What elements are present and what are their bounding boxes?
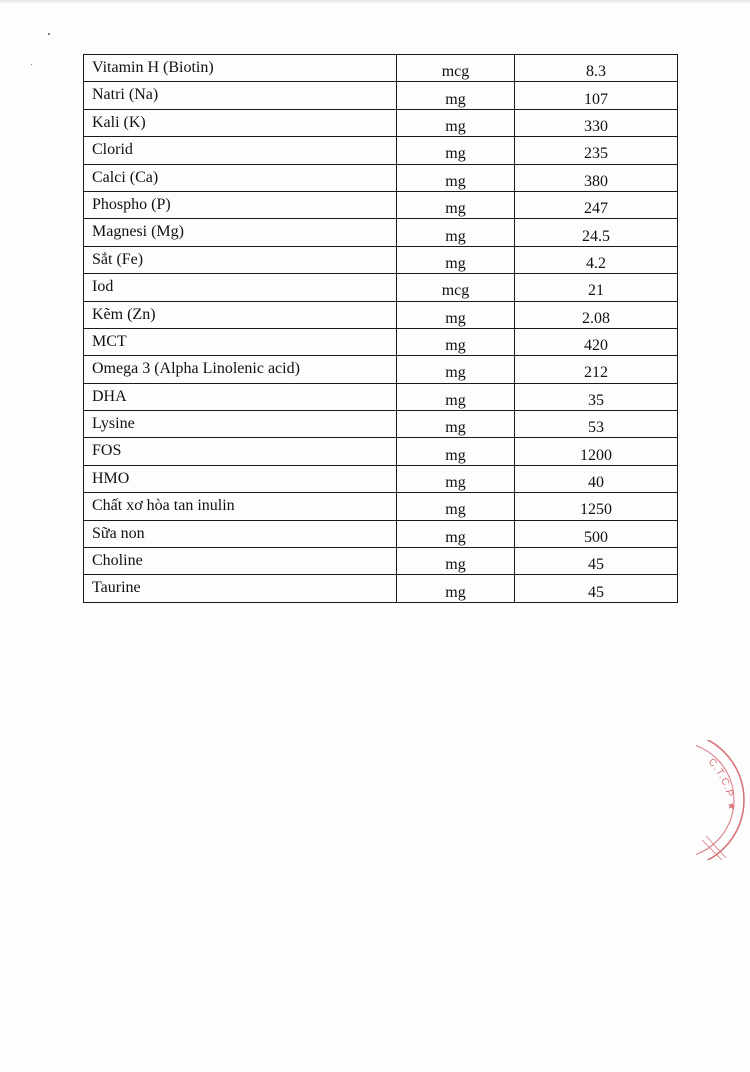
nutrient-name: Iod <box>84 274 397 301</box>
nutrient-name: Sữa non <box>84 520 397 547</box>
nutrient-unit: mg <box>397 465 515 492</box>
table-row <box>84 191 678 218</box>
table-row <box>84 82 678 109</box>
nutrient-unit: mcg <box>397 55 515 82</box>
table-row <box>84 55 678 82</box>
nutrient-name: Lysine <box>84 411 397 438</box>
nutrient-name: Phospho (P) <box>84 191 397 218</box>
scan-speck <box>48 33 50 35</box>
nutrient-value: 45 <box>515 575 678 602</box>
nutrient-unit: mg <box>397 356 515 383</box>
table-row <box>84 328 678 355</box>
nutrient-unit: mg <box>397 82 515 109</box>
table-row <box>84 575 678 602</box>
table-row <box>84 274 678 301</box>
nutrient-unit: mg <box>397 219 515 246</box>
nutrient-value: 40 <box>515 465 678 492</box>
table-row <box>84 356 678 383</box>
nutrient-name: Clorid <box>84 137 397 164</box>
nutrient-value: 21 <box>515 274 678 301</box>
nutrient-value: 247 <box>515 191 678 218</box>
table-row <box>84 109 678 136</box>
nutrient-name: Omega 3 (Alpha Linolenic acid) <box>84 356 397 383</box>
nutrient-name: Vitamin H (Biotin) <box>84 55 397 82</box>
nutrient-unit: mg <box>397 301 515 328</box>
nutrient-value: 24.5 <box>515 219 678 246</box>
nutrient-name: Chất xơ hòa tan inulin <box>84 493 397 520</box>
nutrient-name: Choline <box>84 548 397 575</box>
nutrient-value: 4.2 <box>515 246 678 273</box>
nutrition-table-body <box>84 55 678 603</box>
nutrient-unit: mg <box>397 383 515 410</box>
nutrient-unit: mg <box>397 548 515 575</box>
nutrient-value: 330 <box>515 109 678 136</box>
nutrient-value: 107 <box>515 82 678 109</box>
table-row <box>84 301 678 328</box>
nutrient-name: FOS <box>84 438 397 465</box>
nutrient-value: 212 <box>515 356 678 383</box>
nutrient-name: Kẽm (Zn) <box>84 301 397 328</box>
table-row <box>84 465 678 492</box>
table-row <box>84 520 678 547</box>
nutrient-value: 1250 <box>515 493 678 520</box>
nutrient-unit: mg <box>397 246 515 273</box>
company-stamp <box>696 740 750 860</box>
nutrient-name: Calci (Ca) <box>84 164 397 191</box>
nutrient-value: 53 <box>515 411 678 438</box>
scan-speck <box>31 64 32 65</box>
nutrient-unit: mg <box>397 328 515 355</box>
nutrient-name: Taurine <box>84 575 397 602</box>
nutrient-value: 35 <box>515 383 678 410</box>
nutrient-unit: mg <box>397 493 515 520</box>
nutrition-table <box>83 54 678 603</box>
table-row <box>84 493 678 520</box>
table-row <box>84 411 678 438</box>
table-row <box>84 383 678 410</box>
nutrient-value: 420 <box>515 328 678 355</box>
nutrient-unit: mg <box>397 520 515 547</box>
nutrient-value: 2.08 <box>515 301 678 328</box>
nutrient-unit: mcg <box>397 274 515 301</box>
nutrient-name: Kali (K) <box>84 109 397 136</box>
nutrient-unit: mg <box>397 575 515 602</box>
table-row <box>84 548 678 575</box>
nutrient-value: 1200 <box>515 438 678 465</box>
nutrient-unit: mg <box>397 438 515 465</box>
nutrient-unit: mg <box>397 164 515 191</box>
nutrient-value: 8.3 <box>515 55 678 82</box>
stamp-text: C.T.C.P ★ <box>705 756 737 812</box>
nutrient-name: HMO <box>84 465 397 492</box>
nutrient-unit: mg <box>397 109 515 136</box>
nutrient-name: DHA <box>84 383 397 410</box>
nutrient-value: 500 <box>515 520 678 547</box>
stamp-outer-ring <box>696 740 744 860</box>
nutrient-value: 235 <box>515 137 678 164</box>
table-row <box>84 137 678 164</box>
nutrient-value: 380 <box>515 164 678 191</box>
table-row <box>84 438 678 465</box>
table-row <box>84 219 678 246</box>
table-row <box>84 164 678 191</box>
nutrient-unit: mg <box>397 137 515 164</box>
table-row <box>84 246 678 273</box>
nutrient-value: 45 <box>515 548 678 575</box>
nutrient-name: Natri (Na) <box>84 82 397 109</box>
nutrient-unit: mg <box>397 191 515 218</box>
nutrient-name: Sắt (Fe) <box>84 246 397 273</box>
scan-top-edge <box>0 0 750 4</box>
nutrient-name: MCT <box>84 328 397 355</box>
nutrient-unit: mg <box>397 411 515 438</box>
nutrient-name: Magnesi (Mg) <box>84 219 397 246</box>
